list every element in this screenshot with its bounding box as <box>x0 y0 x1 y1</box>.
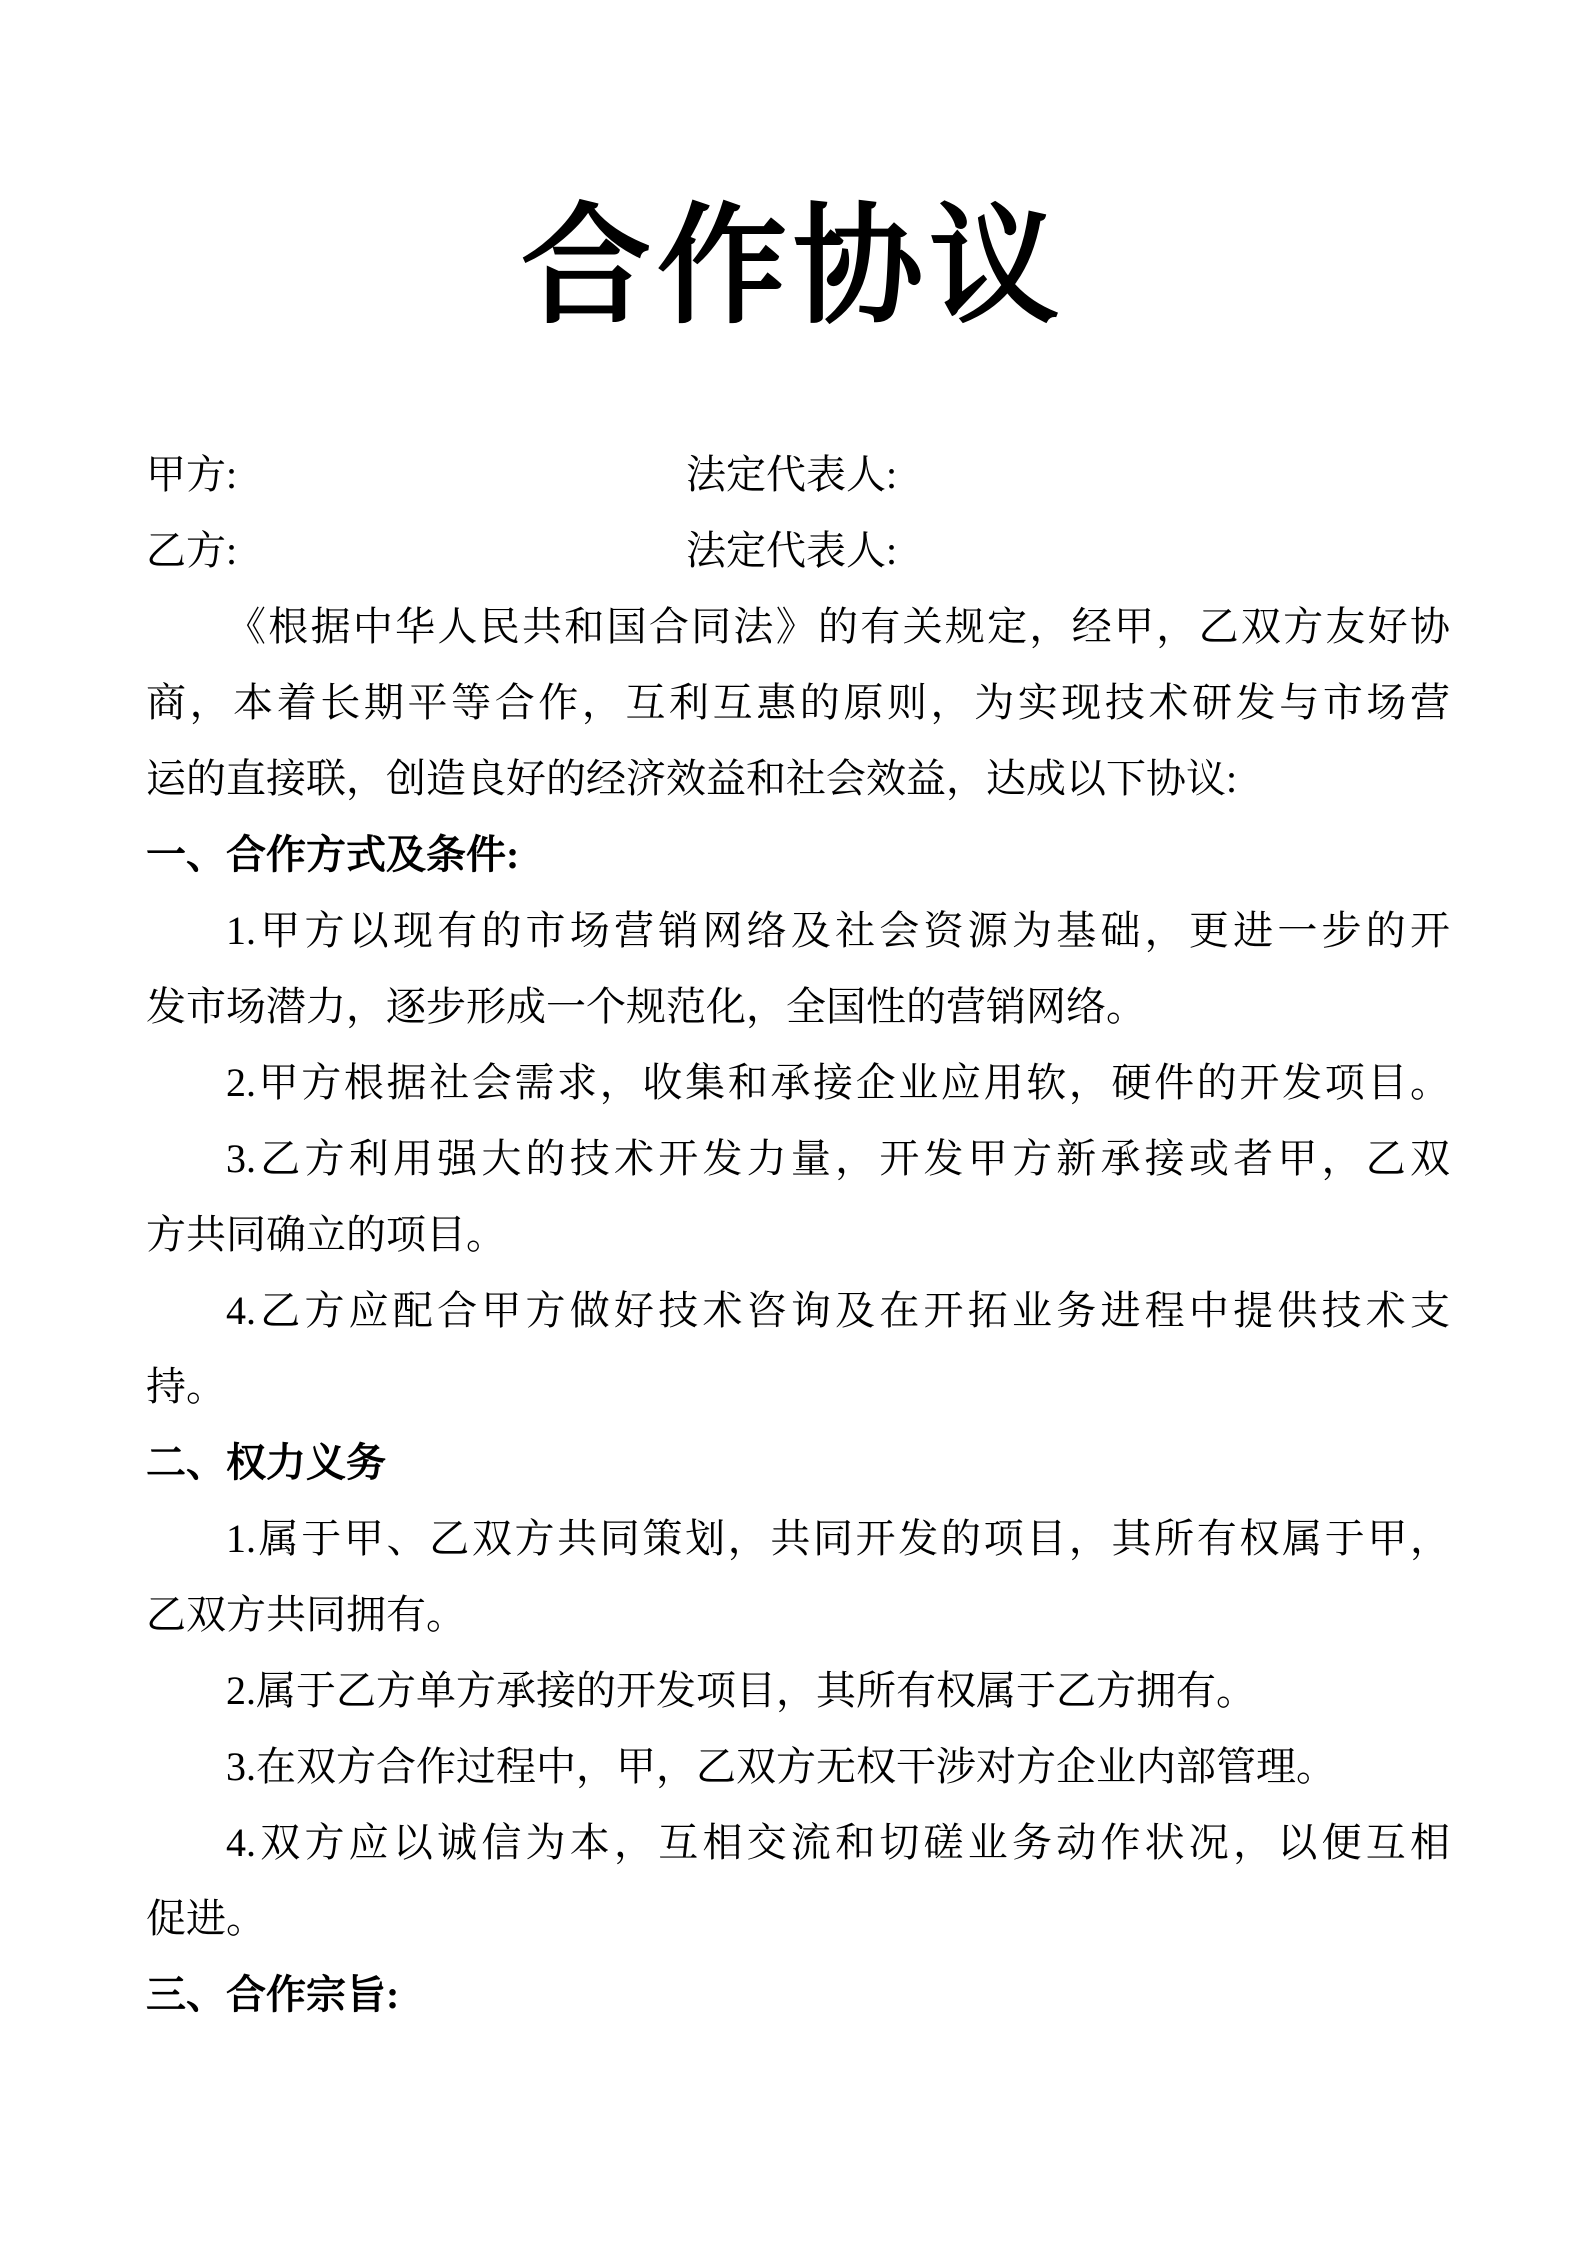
section-2-heading: 二、权力义务 <box>146 1439 386 1485</box>
party-a-label: 甲方: <box>146 451 238 497</box>
party-a-row <box>146 437 1450 513</box>
section-3-heading: 三、合作宗旨: <box>146 1971 400 2017</box>
section-2-item-1-line: 1.属于甲、乙双方共同策划，共同开发的项目，其所有权属于甲， <box>226 1515 1450 1561</box>
section-2-item-3-line: 3.在双方合作过程中，甲，乙双方无权干涉对方企业内部管理。 <box>226 1743 1336 1789</box>
section-1-item-3-line: 3.乙方利用强大的技术开发力量，开发甲方新承接或者甲，乙双 <box>226 1135 1450 1181</box>
section-1-item-1-line: 发市场潜力，逐步形成一个规范化，全国性的营销网络。 <box>146 983 1146 1029</box>
section-2-item-2-line: 2.属于乙方单方承接的开发项目，其所有权属于乙方拥有。 <box>226 1667 1256 1713</box>
section-2-item-4-line: 促进。 <box>146 1895 266 1941</box>
section-2-item-1-line: 乙双方共同拥有。 <box>146 1591 466 1637</box>
party-b-label: 乙方: <box>146 527 238 573</box>
section-2-item-4-line: 4.双方应以诚信为本，互相交流和切磋业务动作状况，以便互相 <box>226 1819 1450 1865</box>
section-1-item-1-line: 1.甲方以现有的市场营销网络及社会资源为基础，更进一步的开 <box>226 907 1450 953</box>
section-1-item-4-line: 持。 <box>146 1363 226 1409</box>
section-1-item-2-line: 2.甲方根据社会需求，收集和承接企业应用软，硬件的开发项目。 <box>226 1059 1450 1105</box>
party-b-row <box>146 513 1450 589</box>
section-1-heading: 一、合作方式及条件: <box>146 831 520 877</box>
section-1-item-3-line: 方共同确立的项目。 <box>146 1211 506 1257</box>
preamble-line: 《根据中华人民共和国合同法》的有关规定，经甲，乙双方友好协 <box>226 603 1450 649</box>
preamble-line: 商，本着长期平等合作，互利互惠的原则，为实现技术研发与市场营 <box>146 679 1450 725</box>
document-body <box>0 437 1586 2033</box>
section-1-item-4-line: 4.乙方应配合甲方做好技术咨询及在开拓业务进程中提供技术支 <box>226 1287 1450 1333</box>
document-title: 合作协议 <box>520 196 1065 340</box>
preamble-line: 运的直接联，创造良好的经济效益和社会效益，达成以下协议: <box>146 755 1238 801</box>
party-b-legal-rep-label: 法定代表人: <box>686 527 898 573</box>
party-a-legal-rep-label: 法定代表人: <box>686 451 898 497</box>
